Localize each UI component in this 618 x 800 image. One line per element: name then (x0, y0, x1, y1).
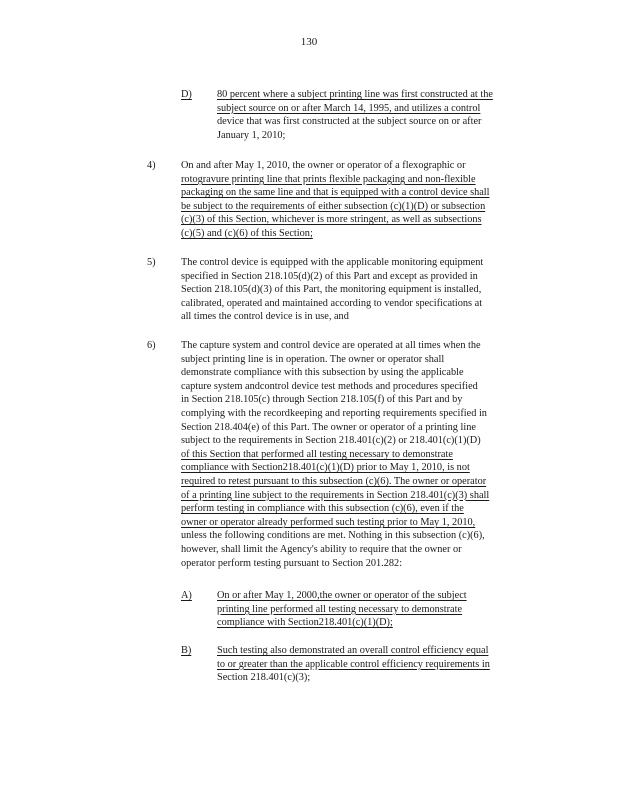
text-line: of this Section that performed all testing necessary to demonstrate (181, 448, 453, 460)
text-line: to or greater than the applicable control efficiency requirements in (217, 658, 490, 670)
text-line: compliance with Section218.401(c)(1)(D); (217, 617, 393, 629)
text-line: device that was first constructed at the subject source on or after (217, 116, 482, 128)
item-5-label: 5) (147, 257, 156, 268)
text-line: operator perform testing pursuant to Section 201.282: (181, 557, 403, 569)
text-line: rotogravure printing line that prints flexible packaging and non-flexible (181, 173, 476, 185)
subsection-b-text (217, 644, 547, 685)
text-line: perform testing in compliance with this subsection (c)(6), even if the (181, 503, 464, 515)
text-line: 80 percent where a subject printing line was first constructed at the (217, 89, 493, 100)
subsection-d-label: D) (181, 89, 192, 100)
item-5-text (181, 256, 546, 324)
text-line: of a printing line subject to the requirements in Section 218.401(c)(3) shall (181, 489, 490, 501)
text-line: On and after May 1, 2010, the owner or operator of a flexographic or (181, 160, 466, 171)
subsection-a-label: A) (181, 590, 192, 601)
text-line: (c)(5) and (c)(6) of this Section; (181, 227, 313, 239)
text-line: compliance with Section218.401(c)(1)(D) prior to May 1, 2010, is not (181, 462, 470, 474)
text-line: specified in Section 218.105(d)(2) of this Part and except as provided in (181, 270, 478, 282)
text-line: in Section 218.105(c) through Section 218.105(f) of this Part and by (181, 394, 463, 406)
text-line: Section 218.401(c)(3); (217, 672, 311, 684)
text-line: owner or operator already performed such testing prior to May 1, 2010, (181, 516, 476, 528)
text-line: The control device is equipped with the applicable monitoring equipment (181, 257, 484, 268)
text-line: January 1, 2010; (217, 129, 286, 141)
text-line: (c)(3) of this Section, whichever is more stringent, as well as subsections (181, 214, 482, 226)
text-line: packaging on the same line and that is equipped with a control device shall (181, 187, 490, 199)
item-6-label: 6) (147, 340, 156, 351)
text-line: be subject to the requirements of either subsection (c)(1)(D) or subsection (181, 200, 486, 212)
item-4-label: 4) (147, 160, 156, 171)
page-number: 130 (300, 36, 318, 48)
subsection-b-label: B) (181, 645, 192, 656)
text-line: Section 218.404(e) of this Part. The owner or operator of a printing line (181, 421, 476, 433)
text-line: all times the control device is in use, and (181, 311, 349, 323)
text-line: demonstrate compliance with this subsection by using the applicable (181, 367, 464, 379)
text-line: unless the following conditions are met. Nothing in this subsection (c)(6), (181, 530, 485, 542)
text-line: Section 218.105(d)(3) of this Part, the monitoring equipment is installed, (181, 284, 482, 296)
text-line: however, shall limit the Agency's ability to require that the owner or (181, 543, 462, 555)
item-6-text (181, 339, 546, 570)
text-line: subject to the requirements in Section 218.401(c)(2) or 218.401(c)(1)(D) (181, 435, 481, 447)
text-line: calibrated, operated and maintained according to vendor specifications at (181, 297, 483, 309)
text-line: The capture system and control device are operated at all times when the (181, 340, 481, 351)
subsection-d-text (217, 88, 547, 142)
text-line: On or after May 1, 2000,the owner or operator of the subject (217, 590, 467, 601)
text-line: subject printing line is in operation. The owner or operator shall (181, 353, 445, 365)
text-line: printing line performed all testing necessary to demonstrate (217, 603, 463, 615)
text-line: capture system andcontrol device test methods and procedures specified (181, 380, 478, 392)
item-4-text (181, 159, 546, 241)
subsection-a-text (217, 589, 547, 630)
text-line: complying with the recordkeeping and reporting requirements specified in (181, 407, 487, 419)
text-line: subject source on or after March 14, 1995, and utilizes a control (217, 102, 481, 114)
text-line: required to retest pursuant to this subsection (c)(6). The owner or operator (181, 475, 487, 487)
text-line: Such testing also demonstrated an overall control efficiency equal (217, 645, 489, 656)
